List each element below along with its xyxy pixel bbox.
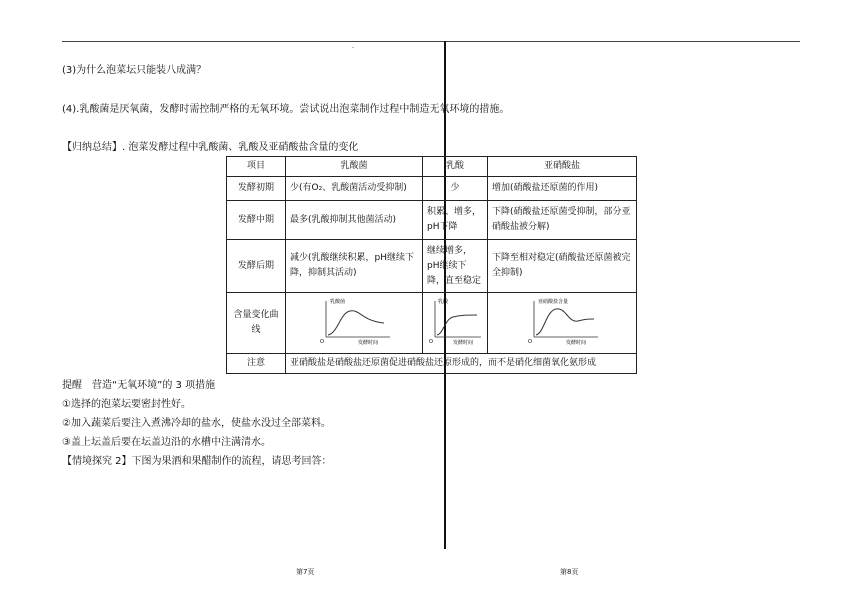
note-label: 注意	[227, 354, 286, 374]
question-4: (4).乳酸菌是厌氧菌，发酵时需控制严格的无氧环境。尝试说出泡菜制作过程中制造无氧环境的措施。	[62, 104, 510, 115]
tip-item: ③盖上坛盖后要在坛盖边沿的水槽中注满清水。	[62, 437, 271, 448]
curve-row	[227, 293, 637, 354]
header-item: 项目	[227, 157, 286, 177]
curve-xlabel: 发酵时间	[358, 340, 379, 345]
curve-origin: O	[320, 339, 324, 345]
scenario-prompt: 【情境探究 2】下图为果酒和果醋制作的流程，请思考回答：	[62, 456, 332, 467]
bacteria-cell: 少(有O₂、乳酸菌活动受抑制)	[286, 177, 423, 201]
tip-item: ①选择的泡菜坛要密封性好。	[62, 399, 191, 410]
bacteria-curve-chart	[314, 295, 394, 345]
summary-title: 【归纳总结】. 泡菜发酵过程中乳酸菌、乳酸及亚硝酸盐含量的变化	[62, 142, 359, 153]
tip-title: 提醒 营造“无氧环境”的 3 项措施	[62, 380, 216, 391]
acid-curve-chart	[427, 295, 483, 345]
page-number-right: 第8页	[560, 568, 579, 576]
nitrite-curve-chart	[522, 295, 602, 345]
curve-xlabel: 发酵时间	[453, 340, 474, 345]
header-bacteria: 乳酸菌	[286, 157, 423, 177]
question-3: (3)为什么泡菜坛只能装八成满？	[62, 65, 207, 76]
bacteria-cell: 减少(乳酸继续积累，pH继续下降，抑制其活动)	[286, 240, 423, 293]
curve-ylabel: 乳酸	[438, 299, 449, 305]
fermentation-table	[226, 156, 637, 374]
top-rule	[62, 41, 800, 42]
stage-cell: 发酵中期	[227, 201, 286, 240]
curve-ylabel: 乳酸菌	[330, 299, 346, 305]
header-nitrite: 亚硝酸盐	[488, 157, 637, 177]
curve-ylabel: 亚硝酸盐含量	[538, 299, 569, 305]
tip-item: ②加入蔬菜后要注入煮沸冷却的盐水，使盐水没过全部菜料。	[62, 418, 331, 429]
table-header-row	[227, 157, 637, 177]
curve-origin: O	[429, 339, 433, 345]
nitrite-cell: 增加(硝酸盐还原菌的作用)	[488, 177, 637, 201]
curve-xlabel: 发酵时间	[566, 340, 587, 345]
note-text: 亚硝酸盐是硝酸盐还原菌促进硝酸盐还原形成的，而不是硝化细菌氧化氨形成	[286, 354, 637, 374]
header-mark: -	[352, 44, 355, 51]
curve-cell-bacteria	[286, 293, 423, 354]
curve-cell-nitrite	[488, 293, 637, 354]
table-row	[227, 240, 637, 293]
nitrite-cell: 下降(硝酸盐还原菌受抑制，部分亚硝酸盐被分解)	[488, 201, 637, 240]
table-row	[227, 201, 637, 240]
acid-cell: 继续增多，pH继续下降，直至稳定	[423, 240, 488, 293]
acid-cell: 积累、增多，pH下降	[423, 201, 488, 240]
stage-cell: 发酵初期	[227, 177, 286, 201]
note-row	[227, 354, 637, 374]
acid-cell: 少	[423, 177, 488, 201]
curve-row-label: 含量变化曲线	[227, 293, 286, 354]
nitrite-cell: 下降至相对稳定(硝酸盐还原菌被完全抑制)	[488, 240, 637, 293]
curve-cell-acid	[423, 293, 488, 354]
bacteria-cell: 最多(乳酸抑制其他菌活动)	[286, 201, 423, 240]
header-acid: 乳酸	[423, 157, 488, 177]
page-number-left: 第7页	[296, 568, 315, 576]
table-row	[227, 177, 637, 201]
curve-origin: O	[528, 339, 532, 345]
stage-cell: 发酵后期	[227, 240, 286, 293]
